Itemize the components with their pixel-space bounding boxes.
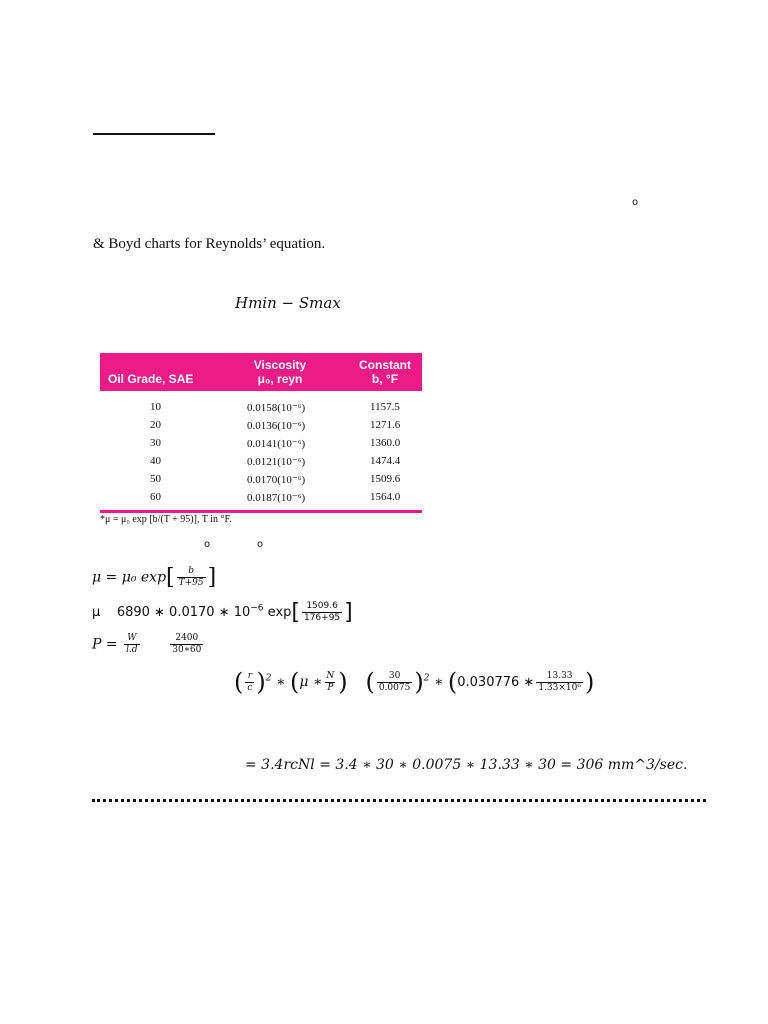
table-row: 50 0.0170(10⁻⁶) 1509.6 xyxy=(150,473,401,486)
viscosity-calculation: μ 6890 ∗ 0.0170 ∗ $10^{-6}$ exp[ $\frac{1509.6}{176+95}$ ] xyxy=(92,600,353,625)
header-viscosity: Viscosity μ₀, reyn xyxy=(253,358,307,386)
sommerfeld-equation: ( $\frac{r}{c}$ )$^2$ ∗ (μ ∗ $\frac{N}{P}$ ) ( $\frac{30}{0.0075}$ )$^2$ ∗ (0.030776 ∗ $\frac{13.33}{\text{1.33×10⁶}}$ ) xyxy=(234,668,595,696)
table-header xyxy=(100,353,422,391)
heading-underline xyxy=(93,133,215,135)
table-bottom-rule xyxy=(100,510,422,513)
degree-symbol: o xyxy=(257,539,264,550)
pressure-equation: P = $\frac{W}{l.d}$ $\frac{2400}{30∗60}$ xyxy=(92,633,202,655)
oil-viscosity-table xyxy=(100,353,422,513)
degree-symbol: o xyxy=(632,197,639,208)
viscosity-equation: μ = μ₀ exp[ $\frac{b}{T+95}$ ] xyxy=(92,565,217,590)
table-row: 10 0.0158(10⁻⁶) 1157.5 xyxy=(150,401,400,414)
table-footnote: *μ = μ₀ exp [b/(T + 95)], T in °F. xyxy=(100,514,232,525)
flow-rate-equation: = 3.4rcNl = 3.4 ∗ 30 ∗ 0.0075 ∗ 13.33 ∗ 30 = 306 mm^3/sec. xyxy=(245,757,688,773)
table-row: 60 0.0187(10⁻⁶) 1564.0 xyxy=(150,491,401,504)
hmin-smax-formula: Hmin − Smax xyxy=(235,294,341,312)
table-row: 40 0.0121(10⁻⁶) 1474.4 xyxy=(150,455,401,468)
table-row: 30 0.0141(10⁻⁶) 1360.0 xyxy=(150,437,401,450)
table-row: 20 0.0136(10⁻⁶) 1271.6 xyxy=(150,419,401,432)
intro-text: & Boyd charts for Reynolds’ equation. xyxy=(93,236,326,252)
header-oil-grade: Oil Grade, SAE xyxy=(108,372,194,386)
dotted-divider xyxy=(92,799,706,802)
degree-symbol: o xyxy=(204,539,211,550)
header-constant: Constant b, °F xyxy=(359,358,411,386)
